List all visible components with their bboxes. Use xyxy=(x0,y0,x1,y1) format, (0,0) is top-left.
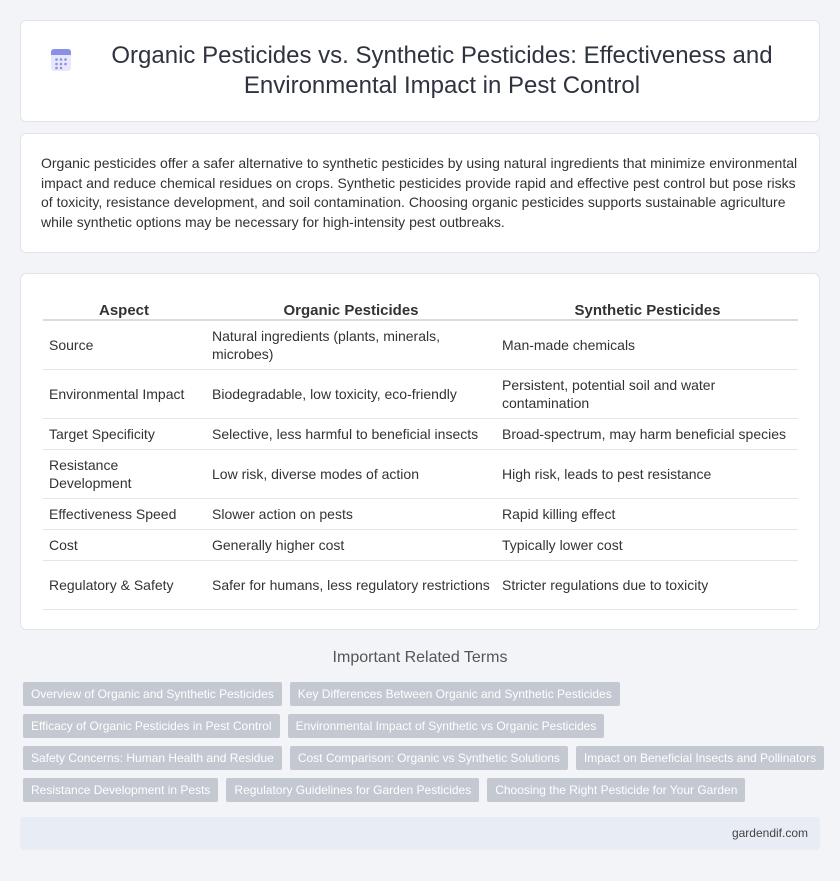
table-cell: Rapid killing effect xyxy=(496,498,798,529)
table-cell: Regulatory & Safety xyxy=(43,560,206,609)
table-cell: Environmental Impact xyxy=(43,369,206,418)
related-term-tag[interactable]: Impact on Beneficial Insects and Pollinators xyxy=(576,746,824,770)
table-cell: Broad-spectrum, may harm beneficial species xyxy=(496,418,798,449)
intro-card xyxy=(20,133,820,253)
table-cell: Stricter regulations due to toxicity xyxy=(496,560,798,609)
related-term-tag[interactable]: Overview of Organic and Synthetic Pesticides xyxy=(23,682,282,706)
table-cell: Typically lower cost xyxy=(496,529,798,560)
related-term-tag[interactable]: Safety Concerns: Human Health and Residue xyxy=(23,746,282,770)
related-term-tag[interactable]: Choosing the Right Pesticide for Your Garden xyxy=(487,778,745,802)
table-row xyxy=(43,418,798,449)
table-cell: Selective, less harmful to beneficial insects xyxy=(206,418,496,449)
table-cell: Low risk, diverse modes of action xyxy=(206,449,496,498)
table-cell: Biodegradable, low toxicity, eco-friendly xyxy=(206,369,496,418)
table-cell: Target Specificity xyxy=(43,418,206,449)
table-cell: Man-made chemicals xyxy=(496,320,798,369)
related-term-tag[interactable]: Environmental Impact of Synthetic vs Organic Pesticides xyxy=(288,714,605,738)
table-cell: Slower action on pests xyxy=(206,498,496,529)
table-cell: High risk, leads to pest resistance xyxy=(496,449,798,498)
table-header-synthetic: Synthetic Pesticides xyxy=(496,294,798,320)
comparison-table xyxy=(43,294,798,610)
table-row xyxy=(43,560,798,609)
table-row xyxy=(43,449,798,498)
table-row xyxy=(43,369,798,418)
related-term-tag[interactable]: Key Differences Between Organic and Synthetic Pesticides xyxy=(290,682,620,706)
table-header-aspect: Aspect xyxy=(43,294,206,320)
related-term-tag[interactable]: Efficacy of Organic Pesticides in Pest Control xyxy=(23,714,280,738)
related-terms-title: Important Related Terms xyxy=(332,649,508,666)
related-term-tag[interactable]: Resistance Development in Pests xyxy=(23,778,218,802)
table-cell: Effectiveness Speed xyxy=(43,498,206,529)
table-cell: Safer for humans, less regulatory restrictions xyxy=(206,560,496,609)
intro-text: Organic pesticides offer a safer alternative to synthetic pesticides by using natural ingredients that minimize environmental impact and reduce chemical residues on crops. Synthetic pesticides provide rapid and effective pest control but pose risks of toxicity, resistance development, and soil contamination. Choosing organic pesticides supports sustainable agriculture while synthetic options may be necessary for high-intensity pest outbreaks. xyxy=(41,155,798,230)
header-card xyxy=(20,20,820,122)
table-row xyxy=(43,529,798,560)
table-header-organic: Organic Pesticides xyxy=(206,294,496,320)
related-term-tag[interactable]: Cost Comparison: Organic vs Synthetic Solutions xyxy=(290,746,568,770)
table-row xyxy=(43,320,798,369)
footer-site-link[interactable]: gardendif.com xyxy=(731,826,808,840)
table-cell: Cost xyxy=(43,529,206,560)
table-cell: Source xyxy=(43,320,206,369)
table-cell: Persistent, potential soil and water contamination xyxy=(496,369,798,418)
table-cell: Generally higher cost xyxy=(206,529,496,560)
table-row xyxy=(43,498,798,529)
page-title: Organic Pesticides vs. Synthetic Pesticides: Effectiveness and Environmental Impact in Pest Control xyxy=(111,42,773,99)
footer xyxy=(20,817,820,850)
related-term-tag[interactable]: Regulatory Guidelines for Garden Pesticides xyxy=(226,778,479,802)
related-terms-list xyxy=(23,682,823,810)
comparison-table-card xyxy=(20,273,820,630)
table-cell: Natural ingredients (plants, minerals, microbes) xyxy=(206,320,496,369)
table-cell: Resistance Development xyxy=(43,449,206,498)
document-icon xyxy=(48,47,74,73)
